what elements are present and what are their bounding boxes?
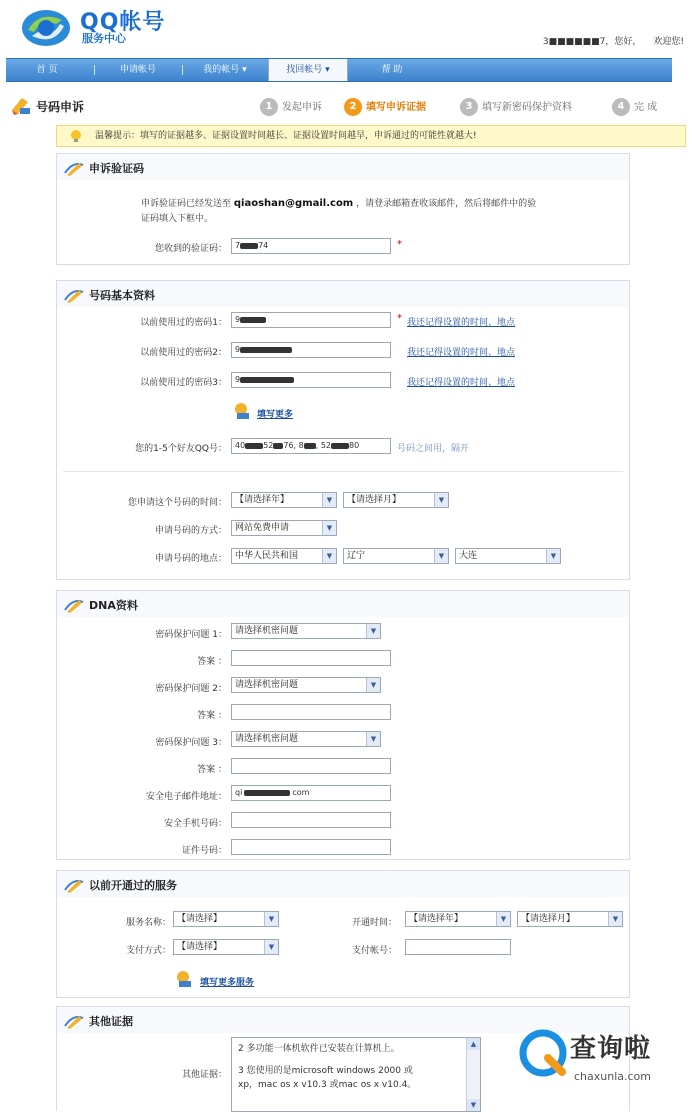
divider xyxy=(63,471,623,472)
id-number-input[interactable] xyxy=(231,839,391,855)
verify-email: qiaoshan@gmail.com xyxy=(233,198,354,209)
pay-account-input[interactable] xyxy=(405,939,511,955)
nav-my-account[interactable]: 我的帐号 ▾ xyxy=(203,65,247,75)
chevron-down-icon: ▼ xyxy=(546,549,560,563)
pen-icon xyxy=(63,284,85,304)
select-value: 网站免费申请 xyxy=(235,523,290,533)
watermark-url: chaxunla.com xyxy=(574,1070,651,1083)
other-evidence-textarea[interactable] xyxy=(231,1037,481,1112)
apply-method-label: 申请号码的方式： xyxy=(154,526,227,536)
pen-icon xyxy=(63,157,85,177)
section-title: 号码基本资料 xyxy=(89,289,155,302)
select-value: 请选择机密问题 xyxy=(235,734,299,744)
friends-part: 80 xyxy=(349,441,360,450)
masked-text xyxy=(331,443,349,449)
textarea-line: 2 多功能一体机软件已安装在计算机上。 xyxy=(238,1044,400,1054)
select-value: 【请选择月】 xyxy=(521,914,576,924)
chevron-down-icon: ▼ xyxy=(366,732,380,746)
step-3 xyxy=(460,98,572,118)
step-1 xyxy=(260,98,322,118)
appeal-icon xyxy=(10,96,32,116)
section-basic-info xyxy=(56,280,630,580)
answer2-input[interactable] xyxy=(231,704,391,720)
page-header xyxy=(0,90,692,124)
pw-prefix: 9 xyxy=(235,375,241,384)
id-number-label: 证件号码： xyxy=(181,846,227,856)
chevron-down-icon: ▼ xyxy=(322,549,336,563)
section-header xyxy=(57,871,629,897)
friends-part: , 52 xyxy=(315,441,331,450)
verify-msg-prefix: 申诉验证码已经发送至 xyxy=(141,199,232,209)
chevron-down-icon: ▼ xyxy=(496,912,510,926)
pay-method-label: 支付方式： xyxy=(125,946,171,956)
section-verify-code xyxy=(56,153,630,265)
friends-part: 40 xyxy=(235,441,246,450)
question2-label: 密码保护问题 2： xyxy=(155,684,227,694)
scroll-up-icon[interactable]: ▲ xyxy=(467,1038,480,1050)
question3-label: 密码保护问题 3： xyxy=(155,738,227,748)
friends-hint: 号码之间用，隔开 xyxy=(397,444,470,454)
section-services xyxy=(56,870,630,998)
answer3-input[interactable] xyxy=(231,758,391,774)
select-value: 大连 xyxy=(459,551,478,561)
fill-more-link[interactable]: 填写更多 xyxy=(257,410,294,420)
textarea-line: xp，mac os x v10.3 或mac os x v10.4。 xyxy=(238,1080,417,1090)
pay-account-label: 支付帐号： xyxy=(351,946,397,956)
remember-time-place-link-2[interactable]: 我还记得设置的时间、地点 xyxy=(407,348,516,358)
answer2-label: 答案 ： xyxy=(197,711,227,721)
remember-time-place-link-3[interactable]: 我还记得设置的时间、地点 xyxy=(407,378,516,388)
select-value: 【请选择年】 xyxy=(409,914,464,924)
question1-label: 密码保护问题 1： xyxy=(155,630,227,640)
chevron-down-icon: ▼ xyxy=(608,912,622,926)
tip-banner xyxy=(56,125,686,147)
security-email-input[interactable] xyxy=(231,785,391,801)
step-2-active xyxy=(344,98,426,118)
scroll-down-icon[interactable]: ▼ xyxy=(467,1099,480,1111)
add-more-icon xyxy=(233,399,255,421)
question2-select[interactable] xyxy=(231,677,381,693)
logo-subtitle: 服务中心 xyxy=(82,32,126,45)
nav-separator xyxy=(182,65,183,75)
chevron-down-icon: ▼ xyxy=(434,549,448,563)
lightbulb-icon xyxy=(69,129,83,143)
select-value: 【请选择】 xyxy=(177,942,223,952)
nav-separator xyxy=(94,65,95,75)
watermark xyxy=(514,1022,690,1092)
chevron-down-icon: ▼ xyxy=(264,912,278,926)
nav-recover-account[interactable]: 找回帐号 ▾ xyxy=(268,59,348,81)
step-label: 完 成 xyxy=(634,102,658,113)
section-header xyxy=(57,591,629,617)
header xyxy=(0,0,692,56)
password1-label: 以前使用过的密码1： xyxy=(140,318,227,328)
password1-input[interactable] xyxy=(231,312,391,328)
verify-message xyxy=(141,196,536,209)
masked-text xyxy=(245,443,263,449)
step-number: 2 xyxy=(344,98,362,116)
logo-title: QQ帐号 xyxy=(80,10,166,35)
service-name-select[interactable] xyxy=(173,911,279,927)
apply-month-select[interactable] xyxy=(343,492,449,508)
user-greeting xyxy=(543,34,684,47)
answer1-input[interactable] xyxy=(231,650,391,666)
step-4 xyxy=(612,98,657,118)
pw-prefix: 9 xyxy=(235,345,241,354)
other-evidence-label: 其他证据： xyxy=(181,1070,227,1080)
masked-text xyxy=(240,317,266,323)
password2-label: 以前使用过的密码2： xyxy=(140,348,227,358)
code-end: 74 xyxy=(258,241,269,250)
main-nav xyxy=(6,58,672,82)
password2-input[interactable] xyxy=(231,342,391,358)
email-end: com xyxy=(292,788,310,797)
chevron-down-icon: ▼ xyxy=(322,521,336,535)
remember-time-place-link-1[interactable]: 我还记得设置的时间、地点 xyxy=(407,318,516,328)
masked-text xyxy=(304,443,316,449)
select-value: 请选择机密问题 xyxy=(235,626,299,636)
open-year-select[interactable] xyxy=(405,911,511,927)
open-month-select[interactable] xyxy=(517,911,623,927)
page-title: 号码申诉 xyxy=(36,100,85,114)
greeting-welcome: 欢迎您! xyxy=(653,37,684,47)
step-number: 3 xyxy=(460,98,478,116)
masked-text xyxy=(273,443,283,449)
select-value: 请选择机密问题 xyxy=(235,680,299,690)
password3-label: 以前使用过的密码3： xyxy=(140,378,227,388)
select-value: 【请选择】 xyxy=(177,914,223,924)
pen-icon xyxy=(63,874,85,894)
step-label: 填写新密码保护资料 xyxy=(482,102,572,113)
section-title: 申诉验证码 xyxy=(89,162,144,175)
province-select[interactable] xyxy=(343,548,449,564)
question1-select[interactable] xyxy=(231,623,381,639)
open-time-label: 开通时间： xyxy=(351,918,397,928)
nav-home[interactable]: 首 页 xyxy=(36,65,58,75)
friends-part: 52 xyxy=(263,441,274,450)
chevron-down-icon: ▼ xyxy=(264,940,278,954)
country-select[interactable] xyxy=(231,548,337,564)
select-value: 辽宁 xyxy=(347,551,366,561)
friends-part: 76, 8 xyxy=(283,441,304,450)
apply-year-select[interactable] xyxy=(231,492,337,508)
watermark-logo-icon xyxy=(518,1028,568,1078)
masked-text xyxy=(240,377,294,383)
verify-message-line2: 证码填入下框中。 xyxy=(141,214,214,224)
chevron-down-icon: ▼ xyxy=(434,493,448,507)
masked-text xyxy=(244,790,290,796)
step-label: 填写申诉证据 xyxy=(366,102,426,113)
code-start: 7 xyxy=(235,241,241,250)
chevron-down-icon: ▼ xyxy=(322,493,336,507)
step-number: 4 xyxy=(612,98,630,116)
security-mobile-input[interactable] xyxy=(231,812,391,828)
verify-code-input[interactable] xyxy=(231,238,391,254)
masked-text xyxy=(240,243,258,249)
section-title: DNA资料 xyxy=(89,599,138,612)
password3-input[interactable] xyxy=(231,372,391,388)
required-mark: * xyxy=(397,239,402,250)
friends-qq-input[interactable] xyxy=(231,438,391,454)
chevron-down-icon: ▼ xyxy=(366,678,380,692)
nav-help[interactable]: 帮 助 xyxy=(381,65,403,75)
qq-logo-icon xyxy=(20,4,72,48)
select-value: 【请选择月】 xyxy=(347,495,402,505)
verify-msg-suffix: ，请登录邮箱查收该邮件，然后将邮件中的验 xyxy=(356,199,537,209)
required-mark: * xyxy=(397,313,402,324)
tip-text: 温馨提示：填写的证据越多、证据设置时间越长、证据设置时间越早，申诉通过的可能性就越大! xyxy=(95,131,477,141)
pen-icon xyxy=(63,1010,85,1030)
section-header xyxy=(57,281,629,307)
answer1-label: 答案 ： xyxy=(197,657,227,667)
section-header xyxy=(57,154,629,180)
add-more-icon xyxy=(175,967,197,989)
question3-select[interactable] xyxy=(231,731,381,747)
section-title: 以前开通过的服务 xyxy=(89,879,177,892)
email-start: qi xyxy=(235,788,243,797)
section-title: 其他证据 xyxy=(89,1015,133,1028)
apply-method-select[interactable] xyxy=(231,520,337,536)
section-dna xyxy=(56,590,630,860)
answer3-label: 答案 ： xyxy=(197,765,227,775)
chevron-down-icon: ▼ xyxy=(366,624,380,638)
pen-icon xyxy=(63,594,85,614)
code-label: 您收到的验证码： xyxy=(154,244,227,254)
fill-more-services-link[interactable]: 填写更多服务 xyxy=(200,978,255,988)
security-mobile-label: 安全手机号码： xyxy=(163,819,227,829)
pay-method-select[interactable] xyxy=(173,939,279,955)
nav-register[interactable]: 申请帐号 xyxy=(119,65,156,75)
textarea-scrollbar[interactable] xyxy=(466,1038,480,1111)
watermark-text: 查询啦 xyxy=(570,1034,652,1064)
security-email-label: 安全电子邮件地址： xyxy=(145,792,227,802)
friends-qq-label: 您的1-5个好友QQ号： xyxy=(135,444,227,454)
masked-text xyxy=(240,347,292,353)
textarea-line: 3 您使用的是microsoft windows 2000 或 xyxy=(238,1066,413,1076)
select-value: 【请选择年】 xyxy=(235,495,290,505)
city-select[interactable] xyxy=(455,548,561,564)
step-number: 1 xyxy=(260,98,278,116)
apply-place-label: 申请号码的地点： xyxy=(154,554,227,564)
greeting-user: 3■■■■■■7，您好， xyxy=(542,37,642,47)
apply-time-label: 您申请这个号码的时间： xyxy=(127,498,227,508)
select-value: 中华人民共和国 xyxy=(235,551,299,561)
step-label: 发起申诉 xyxy=(282,102,322,113)
pw-prefix: 9 xyxy=(235,315,241,324)
service-name-label: 服务名称： xyxy=(125,918,171,928)
